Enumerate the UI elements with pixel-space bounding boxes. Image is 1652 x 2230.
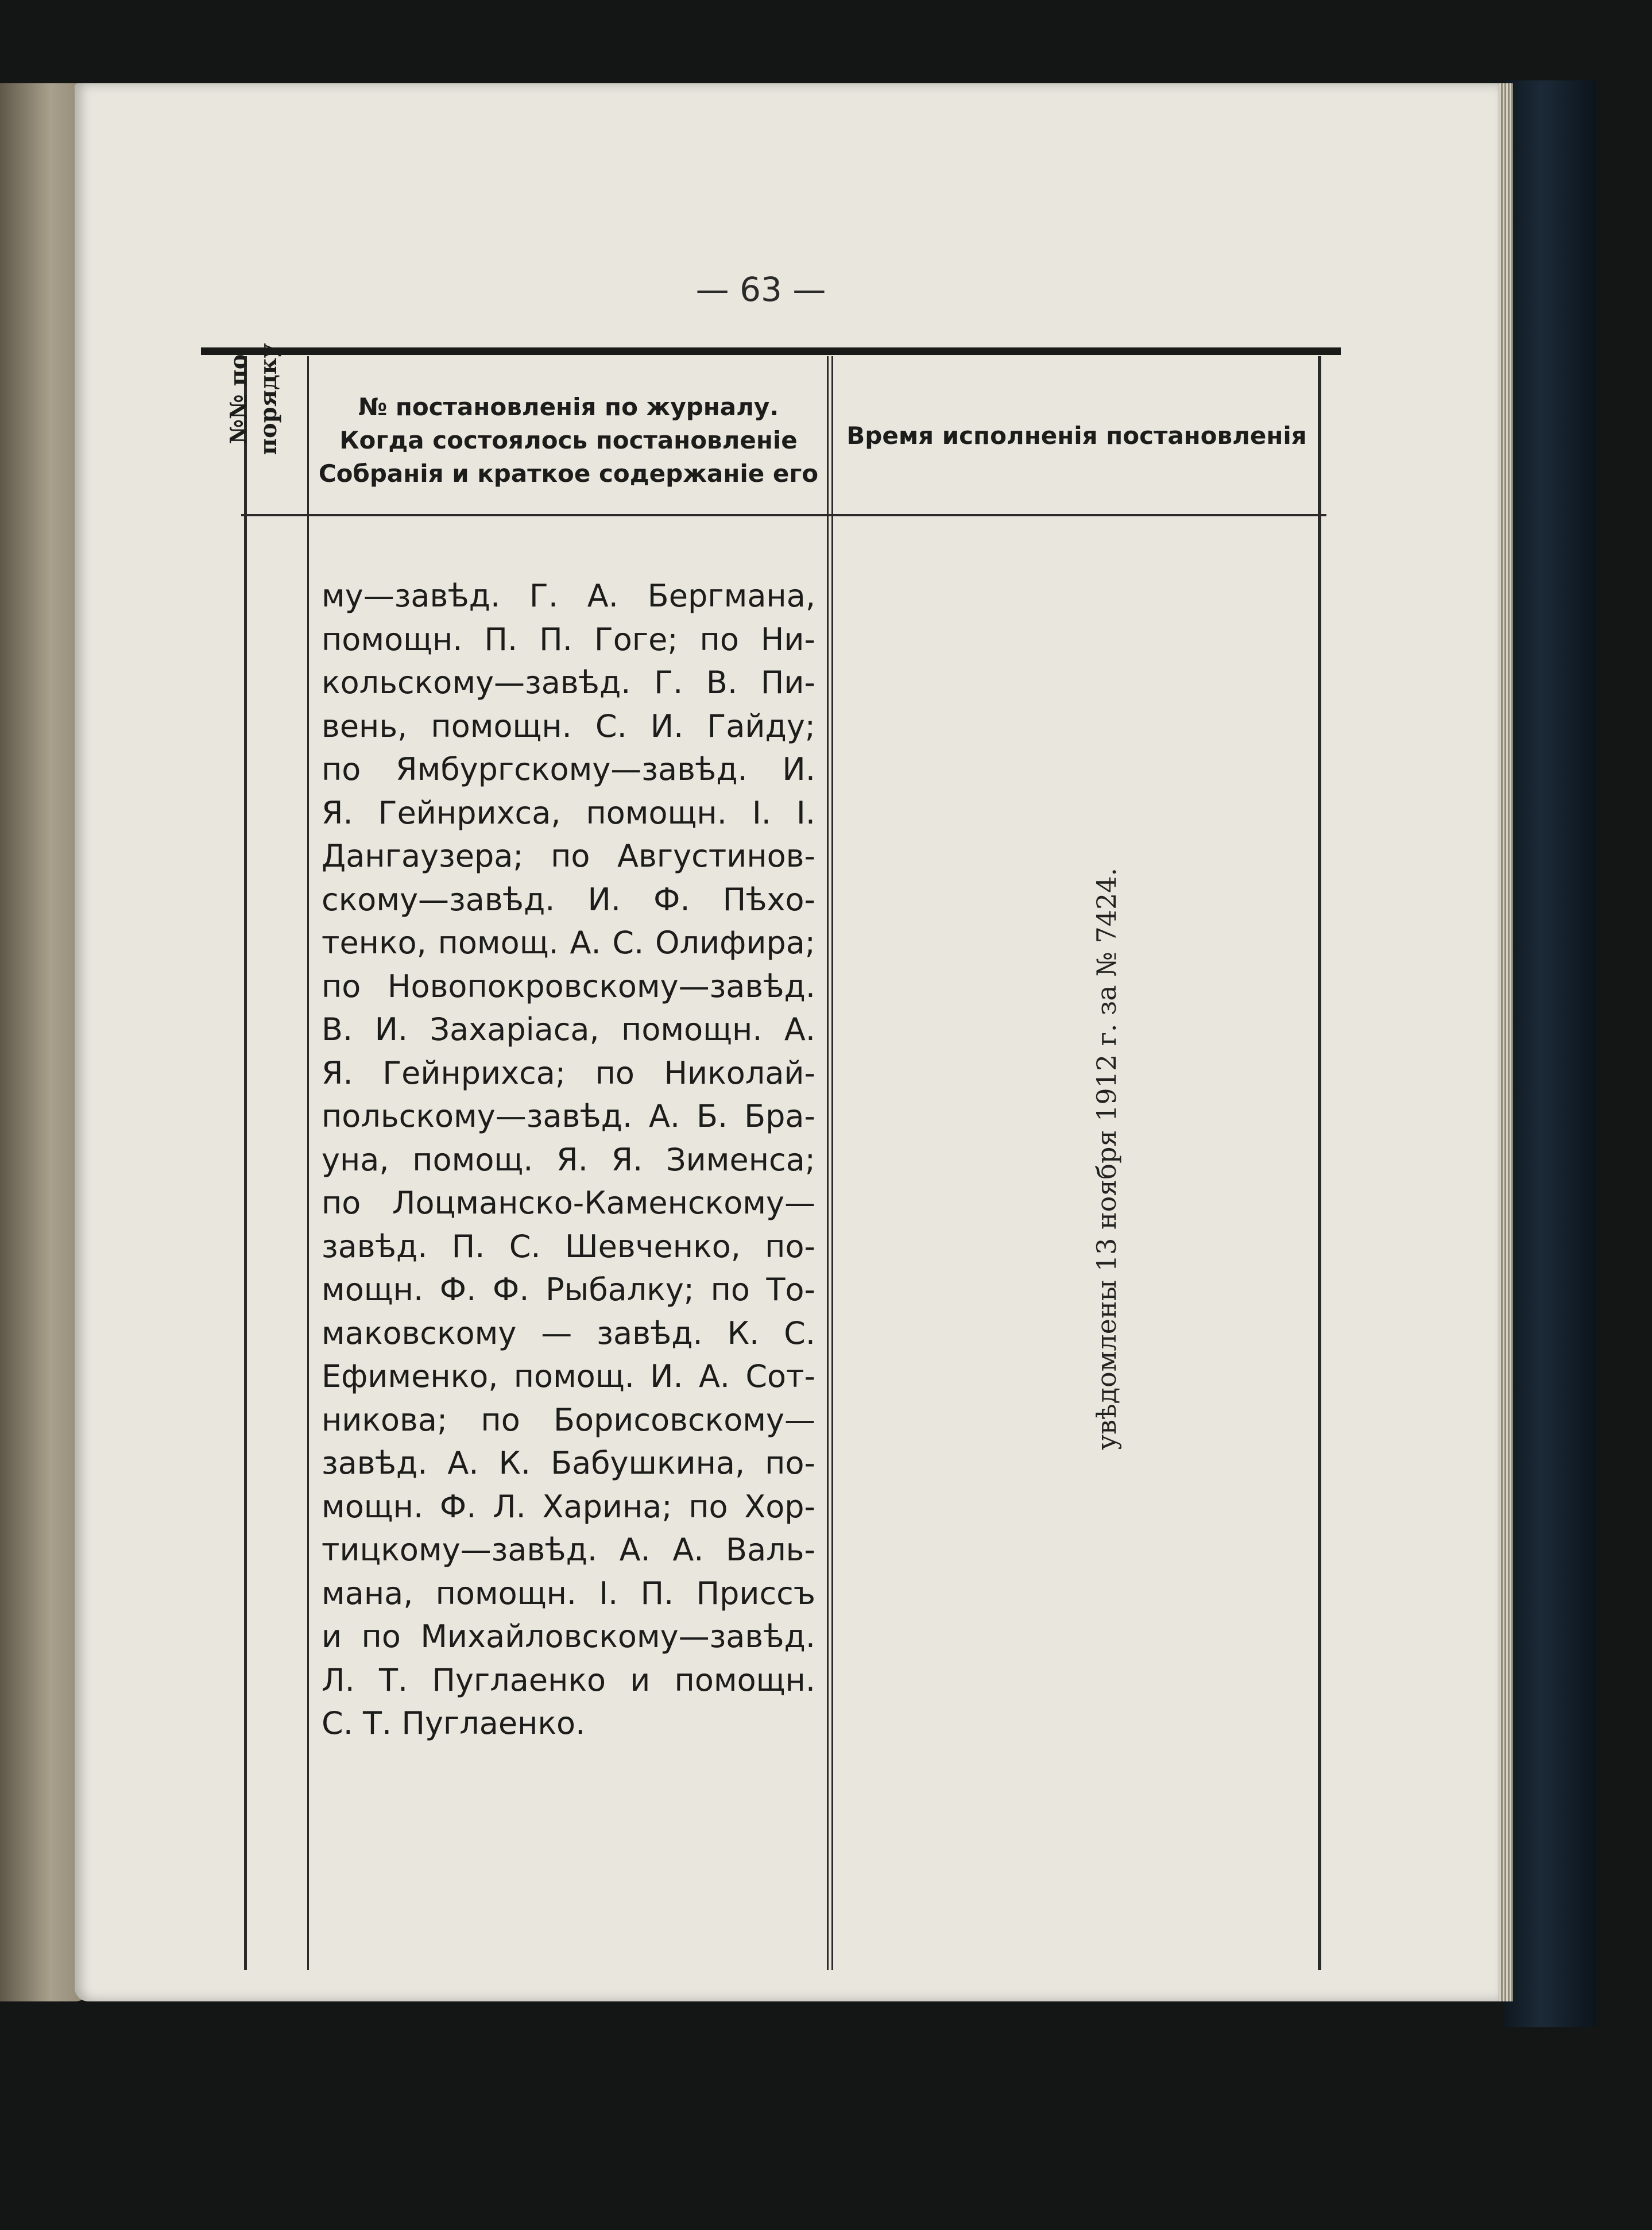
text-line: польскому—завѣд. А. Б. Бра-	[322, 1098, 815, 1134]
text-line: вень, помощн. С. И. Гайду;	[322, 708, 815, 744]
text-line: по Новопокровскому—завѣд.	[322, 968, 815, 1004]
text-line: мощн. Ф. Ф. Рыбалку; по То-	[322, 1271, 815, 1308]
text-line: мощн. Ф. Л. Харина; по Хор-	[322, 1488, 815, 1525]
header-number-column: №№ по порядку	[225, 343, 282, 455]
page-number: — 63 —	[695, 270, 826, 309]
text-line: мана, помощн. І. П. Приссъ	[322, 1575, 815, 1611]
text-line: кольскому—завѣд. Г. В. Пи-	[322, 664, 815, 701]
text-line: по Ямбургскому—завѣд. И.	[322, 751, 815, 787]
column-divider-number	[307, 356, 309, 1970]
table-top-rule	[201, 347, 1341, 355]
text-line: уна, помощ. Я. Я. Зименса;	[322, 1141, 815, 1178]
text-line: завѣд. П. С. Шевченко, по-	[322, 1228, 815, 1265]
text-line: тицкому—завѣд. А. А. Валь-	[322, 1532, 815, 1568]
text-line: помощн. П. П. Гоге; по Ни-	[322, 621, 815, 658]
text-line: маковскому — завѣд. К. С.	[322, 1315, 815, 1351]
text-line: Дангаузера; по Августинов-	[322, 838, 815, 874]
table-left-border	[244, 356, 247, 1970]
header-execution-column: Время исполненія постановленія	[846, 422, 1307, 450]
table-right-border	[1318, 356, 1321, 1970]
text-line: скому—завѣд. И. Ф. Пѣхо-	[322, 881, 815, 918]
column-divider-resolution-double	[831, 356, 833, 1970]
column-divider-resolution	[827, 356, 829, 1970]
text-line: Я. Гейнрихса; по Николай-	[322, 1054, 815, 1091]
book-cover-edge	[1504, 80, 1596, 2027]
header-resolution-column: № постановленія по журналу. Когда состоялось постановленіе Собранія и краткое содержаніе его	[318, 393, 819, 488]
text-line: тенко, помощ. А. С. Олифира;	[322, 925, 815, 961]
resolution-text	[322, 574, 815, 1745]
text-line: и по Михайловскому—завѣд.	[322, 1618, 815, 1655]
text-line: по Лоцманско-Каменскому—	[322, 1185, 815, 1221]
text-line: завѣд. А. К. Бабушкина, по-	[322, 1445, 815, 1481]
text-line: С. Т. Пуглаенко.	[322, 1705, 586, 1741]
text-line: В. И. Захаріаса, помощн. А.	[322, 1011, 815, 1048]
table-header-rule	[241, 514, 1326, 516]
text-line: никова; по Борисовскому—	[322, 1401, 815, 1438]
execution-note: увѣдомлены 13 ноября 1912 г. за № 7424.	[1091, 867, 1122, 1450]
text-line: му—завѣд. Г. А. Бергмана,	[322, 578, 815, 614]
text-line: Л. Т. Пуглаенко и помощн.	[322, 1661, 815, 1698]
text-line: Я. Гейнрихса, помощн. І. І.	[322, 794, 815, 831]
text-line: Ефименко, помощ. И. А. Сот-	[322, 1358, 815, 1394]
